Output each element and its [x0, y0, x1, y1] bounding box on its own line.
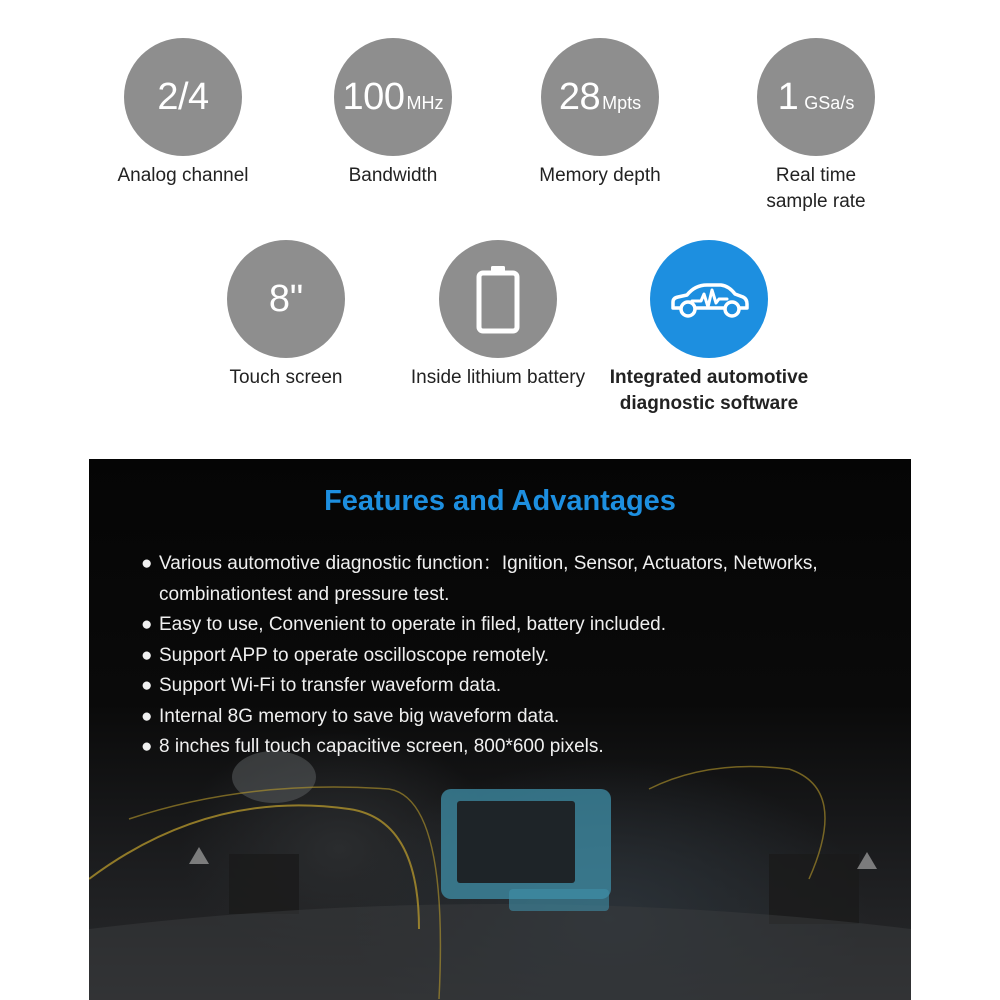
spec-caption	[500, 163, 700, 189]
spec-caption	[83, 163, 283, 189]
feature-text: 8 inches full touch capacitive screen, 800*600 pixels.	[159, 736, 604, 757]
spec-caption	[713, 163, 919, 215]
battery-icon	[473, 264, 523, 334]
feature-text: Various automotive diagnostic function：Ignition, Sensor, Actuators, Networks, combinationtest and pressure test.	[159, 553, 818, 605]
list-item	[141, 610, 881, 641]
bullet-icon: ●	[141, 614, 153, 635]
list-item	[141, 549, 881, 610]
car-waveform-icon	[667, 277, 751, 321]
spec-analog-channel	[83, 38, 283, 189]
caption-line: Analog channel	[117, 165, 249, 186]
caption-line: diagnostic software	[619, 393, 799, 414]
spec-unit: Mpts	[602, 92, 642, 113]
list-item	[141, 671, 881, 702]
feature-text: Easy to use, Convenient to operate in filed, battery included.	[159, 614, 666, 635]
spec-caption	[387, 365, 609, 391]
spec-circle	[334, 38, 452, 156]
spec-value: 28	[558, 75, 601, 118]
spec-battery	[387, 240, 609, 391]
caption-line: sample rate	[766, 191, 866, 212]
spec-unit: MHz	[406, 92, 444, 113]
caption-line: Integrated automotive	[609, 367, 809, 388]
features-list	[141, 549, 881, 763]
spec-circle	[757, 38, 875, 156]
feature-text: Internal 8G memory to save big waveform data.	[159, 705, 560, 727]
list-item	[141, 732, 881, 763]
spec-circle	[541, 38, 659, 156]
bullet-icon: ●	[141, 644, 153, 666]
spec-memory-depth	[500, 38, 700, 189]
feature-text: Support Wi-Fi to transfer waveform data.	[159, 675, 502, 696]
bullet-icon: ●	[141, 705, 153, 727]
spec-bandwidth	[293, 38, 493, 189]
spec-value: 2/4	[157, 75, 209, 118]
bullet-icon: ●	[141, 736, 153, 757]
feature-text: Support APP to operate oscilloscope remotely.	[159, 644, 550, 666]
features-title: Features and Advantages	[324, 485, 676, 517]
spec-caption	[591, 365, 827, 417]
spec-sample-rate	[713, 38, 919, 215]
spec-caption	[186, 365, 386, 391]
spec-value: 100	[342, 75, 405, 118]
spec-circle	[439, 240, 557, 358]
spec-circle	[227, 240, 345, 358]
spec-value: 1	[777, 75, 799, 118]
caption-line: Touch screen	[229, 367, 343, 388]
caption-line: Inside lithium battery	[410, 367, 586, 388]
caption-line: Memory depth	[539, 165, 661, 186]
bullet-icon: ●	[141, 675, 153, 696]
list-item	[141, 702, 881, 733]
spec-circle-accent	[650, 240, 768, 358]
caption-line: Bandwidth	[348, 165, 438, 186]
spec-diagnostic-software	[591, 240, 827, 417]
spec-caption	[293, 163, 493, 189]
spec-unit: GSa/s	[804, 92, 855, 113]
spec-value: 8''	[268, 277, 304, 320]
spec-touch-screen	[186, 240, 386, 391]
list-item	[141, 641, 881, 672]
bullet-icon: ●	[141, 553, 153, 574]
features-panel	[89, 459, 911, 1000]
spec-circle	[124, 38, 242, 156]
caption-line: Real time	[775, 165, 857, 186]
